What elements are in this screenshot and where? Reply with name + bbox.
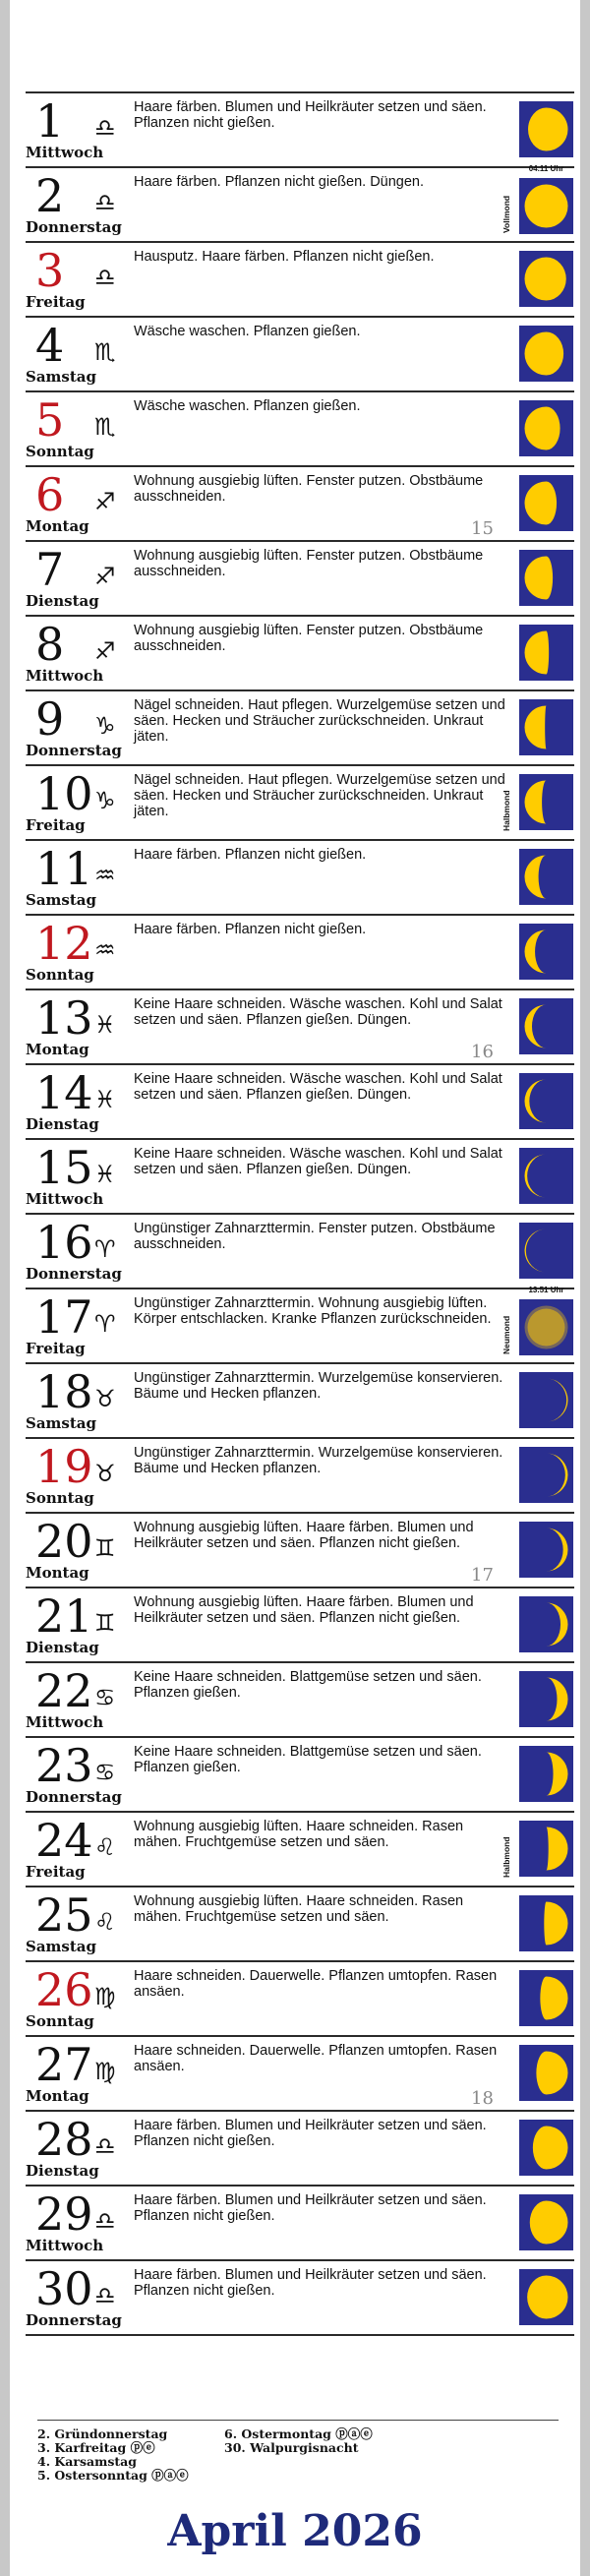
week-number: 15	[471, 518, 494, 539]
day-number: 7	[35, 543, 65, 596]
day-row	[26, 1437, 574, 1512]
day-number: 24	[35, 1814, 93, 1867]
day-row	[26, 764, 574, 839]
day-row	[26, 615, 574, 689]
weekday-label: Sonntag	[26, 1489, 94, 1507]
day-number: 5	[35, 393, 65, 447]
day-row	[26, 1512, 574, 1587]
weekday-label: Samstag	[26, 891, 97, 909]
day-row	[26, 316, 574, 390]
gardening-tip: Haare schneiden. Dauerwelle. Pflanzen umtopfen. Rasen ansäen.	[134, 2043, 498, 2074]
gardening-tip: Ungünstiger Zahnarzttermin. Fenster putzen. Obstbäume ausschneiden.	[134, 1221, 496, 1252]
gardening-tip: Wohnung ausgiebig lüften. Fenster putzen. Obstbäume ausschneiden.	[134, 623, 484, 654]
moon-phase-icon	[519, 774, 573, 830]
moon-phase-label	[496, 774, 515, 833]
weekday-label: Montag	[26, 517, 89, 535]
steinbock-zodiac-icon: ♑	[94, 787, 116, 814]
moon-phase-icon	[519, 550, 573, 606]
moon-phase-icon	[519, 2120, 573, 2176]
holiday-symbol-icon: ⓟⓔ	[130, 2440, 155, 2455]
gardening-tip: Keine Haare schneiden. Wäsche waschen. Kohl und Salat setzen und säen. Pflanzen gießen. Düngen.	[134, 1146, 502, 1177]
day-row	[26, 2185, 574, 2259]
gardening-tip: Nägel schneiden. Haut pflegen. Wurzelgemüse setzen und säen. Hecken und Sträucher zurückschneiden. Unkraut jäten.	[134, 772, 505, 819]
day-row	[26, 689, 574, 764]
widder-zodiac-icon: ♈	[94, 1310, 116, 1338]
loewe-zodiac-icon: ♌	[94, 1908, 116, 1936]
gardening-tip: Hausputz. Haare färben. Pflanzen nicht gießen.	[134, 249, 435, 265]
moon-phase-label	[496, 176, 515, 235]
holiday-item: 2. Gründonnerstag	[37, 2426, 168, 2441]
jungfrau-zodiac-icon: ♍	[94, 1983, 116, 2010]
day-number: 3	[35, 244, 65, 297]
day-row	[26, 1736, 574, 1811]
weekday-label: Sonntag	[26, 443, 94, 460]
moon-phase-icon	[519, 1447, 573, 1503]
widder-zodiac-icon: ♈	[94, 1235, 116, 1263]
weekday-label: Mittwoch	[26, 1190, 104, 1208]
gardening-tip: Wäsche waschen. Pflanzen gießen.	[134, 324, 361, 339]
holiday-item: 3. Karfreitag	[37, 2440, 127, 2455]
gardening-tip: Haare färben. Blumen und Heilkräuter setzen und säen. Pflanzen nicht gießen.	[134, 2118, 487, 2149]
day-row	[26, 390, 574, 465]
waage-zodiac-icon: ♎	[94, 2282, 116, 2309]
moon-phase-icon	[519, 2269, 573, 2325]
moon-phase-icon	[519, 1073, 573, 1129]
loewe-zodiac-icon: ♌	[94, 1833, 116, 1861]
svg-text:Halbmond: Halbmond	[502, 790, 511, 831]
day-row	[26, 1886, 574, 1960]
weekday-label: Donnerstag	[26, 1265, 122, 1283]
wassermann-zodiac-icon: ♒	[94, 862, 116, 889]
day-number: 15	[35, 1141, 93, 1194]
holiday-item: 4. Karsamstag	[37, 2454, 137, 2469]
gardening-tip: Haare färben. Pflanzen nicht gießen.	[134, 922, 367, 937]
weekday-label: Montag	[26, 2087, 89, 2105]
schuetze-zodiac-icon: ♐	[94, 637, 116, 665]
week-number: 16	[471, 1042, 494, 1062]
weekday-label: Dienstag	[26, 1639, 99, 1656]
krebs-zodiac-icon: ♋	[94, 1759, 116, 1786]
day-row	[26, 2035, 574, 2110]
waage-zodiac-icon: ♎	[94, 114, 116, 142]
waage-zodiac-icon: ♎	[94, 2207, 116, 2235]
moon-phase-icon	[519, 1299, 573, 1355]
holiday-item: 6. Ostermontag	[224, 2426, 331, 2441]
moon-phase-icon	[519, 326, 573, 382]
weekday-label: Mittwoch	[26, 1713, 104, 1731]
day-row	[26, 1362, 574, 1437]
moon-phase-icon	[519, 251, 573, 307]
holidays-left-column	[37, 2427, 189, 2483]
weekday-label: Donnerstag	[26, 742, 122, 759]
day-number: 25	[35, 1888, 93, 1942]
moon-phase-icon	[519, 2194, 573, 2250]
stier-zodiac-icon: ♉	[94, 1385, 116, 1412]
holiday-symbol-icon: ⓟⓐⓔ	[335, 2426, 373, 2441]
gardening-tip: Wohnung ausgiebig lüften. Fenster putzen. Obstbäume ausschneiden.	[134, 473, 484, 505]
waage-zodiac-icon: ♎	[94, 264, 116, 291]
weekday-label: Dienstag	[26, 1115, 99, 1133]
day-number: 28	[35, 2113, 93, 2166]
waage-zodiac-icon: ♎	[94, 189, 116, 216]
day-number: 2	[35, 169, 65, 222]
day-row	[26, 839, 574, 914]
day-number: 12	[35, 917, 93, 970]
skorpion-zodiac-icon: ♏	[94, 413, 116, 441]
svg-text:Halbmond: Halbmond	[502, 1836, 511, 1878]
day-number: 21	[35, 1589, 93, 1643]
krebs-zodiac-icon: ♋	[94, 1684, 116, 1711]
svg-text:Vollmond: Vollmond	[502, 195, 511, 233]
moon-phase-icon	[519, 849, 573, 905]
day-number: 29	[35, 2187, 93, 2241]
day-number: 8	[35, 618, 65, 671]
day-number: 19	[35, 1440, 93, 1493]
weekday-label: Freitag	[26, 293, 86, 311]
moon-phase-icon	[519, 475, 573, 531]
month-title: April 2026	[167, 2506, 423, 2556]
weekday-label: Donnerstag	[26, 218, 122, 236]
day-row	[26, 1960, 574, 2035]
day-row	[26, 2110, 574, 2185]
weekday-label: Sonntag	[26, 966, 94, 984]
day-row	[26, 1587, 574, 1661]
day-row	[26, 2259, 574, 2334]
moon-phase-icon	[519, 699, 573, 755]
gardening-tip: Wohnung ausgiebig lüften. Haare schneiden. Rasen mähen. Fruchtgemüse setzen und säen.	[134, 1819, 464, 1850]
gardening-tip: Haare schneiden. Dauerwelle. Pflanzen umtopfen. Rasen ansäen.	[134, 1968, 498, 2000]
weekday-label: Samstag	[26, 1414, 97, 1432]
day-number: 30	[35, 2262, 93, 2315]
weekday-label: Donnerstag	[26, 1788, 122, 1806]
wassermann-zodiac-icon: ♒	[94, 936, 116, 964]
weekday-label: Mittwoch	[26, 2237, 104, 2254]
day-number: 4	[35, 319, 65, 372]
day-number: 18	[35, 1365, 93, 1418]
fische-zodiac-icon: ♓	[94, 1011, 116, 1039]
day-row	[26, 91, 574, 166]
day-number: 9	[35, 692, 65, 746]
day-number: 27	[35, 2038, 93, 2091]
waage-zodiac-icon: ♎	[94, 2132, 116, 2160]
schuetze-zodiac-icon: ♐	[94, 563, 116, 590]
day-row	[26, 465, 574, 540]
moon-phase-icon	[519, 1970, 573, 2026]
day-row	[26, 1811, 574, 1886]
moon-phase-icon	[519, 1148, 573, 1204]
weekday-label: Dienstag	[26, 592, 99, 610]
jungfrau-zodiac-icon: ♍	[94, 2058, 116, 2085]
zwillinge-zodiac-icon: ♊	[94, 1534, 116, 1562]
weekday-label: Freitag	[26, 1863, 86, 1881]
moon-phase-icon	[519, 1522, 573, 1578]
day-number: 6	[35, 468, 65, 521]
day-row	[26, 1213, 574, 1288]
gardening-tip: Haare färben. Pflanzen nicht gießen. Düngen.	[134, 174, 425, 190]
weekday-label: Dienstag	[26, 2162, 99, 2180]
stier-zodiac-icon: ♉	[94, 1460, 116, 1487]
weekday-label: Mittwoch	[26, 667, 104, 685]
svg-text:Neumond: Neumond	[502, 1315, 511, 1354]
day-number: 17	[35, 1290, 93, 1344]
moon-phase-icon	[519, 1821, 573, 1877]
week-number: 18	[471, 2088, 494, 2109]
gardening-tip: Nägel schneiden. Haut pflegen. Wurzelgemüse setzen und säen. Hecken und Sträucher zurückschneiden. Unkraut jäten.	[134, 697, 505, 745]
moon-phase-icon	[519, 1223, 573, 1279]
gardening-tip: Keine Haare schneiden. Wäsche waschen. Kohl und Salat setzen und säen. Pflanzen gießen. Düngen.	[134, 996, 502, 1028]
gardening-tip: Haare färben. Blumen und Heilkräuter setzen und säen. Pflanzen nicht gießen.	[134, 2267, 487, 2299]
weekday-label: Freitag	[26, 816, 86, 834]
day-number: 26	[35, 1963, 93, 2016]
weekday-label: Donnerstag	[26, 2311, 122, 2329]
gardening-tip: Keine Haare schneiden. Wäsche waschen. Kohl und Salat setzen und säen. Pflanzen gießen. Düngen.	[134, 1071, 502, 1103]
gardening-tip: Ungünstiger Zahnarzttermin. Wurzelgemüse konservieren. Bäume und Hecken pflanzen.	[134, 1445, 503, 1476]
weekday-label: Samstag	[26, 1938, 97, 1955]
calendar-page	[10, 0, 580, 2576]
moon-phase-label	[496, 1821, 515, 1880]
gardening-tip: Keine Haare schneiden. Blattgemüse setzen und säen. Pflanzen gießen.	[134, 1669, 482, 1701]
gardening-tip: Ungünstiger Zahnarzttermin. Wohnung ausgiebig lüften. Körper entschlacken. Kranke Pflanzen zurückschneiden.	[134, 1295, 492, 1327]
gardening-tip: Haare färben. Blumen und Heilkräuter setzen und säen. Pflanzen nicht gießen.	[134, 2192, 487, 2224]
day-number: 14	[35, 1066, 93, 1119]
day-row	[26, 988, 574, 1063]
gardening-tip: Haare färben. Pflanzen nicht gießen.	[134, 847, 367, 863]
steinbock-zodiac-icon: ♑	[94, 712, 116, 740]
day-row	[26, 914, 574, 988]
day-row	[26, 1063, 574, 1138]
holiday-item: 5. Ostersonntag	[37, 2468, 148, 2483]
weekday-label: Montag	[26, 1041, 89, 1058]
moon-phase-icon	[519, 1746, 573, 1802]
day-row	[26, 1138, 574, 1213]
gardening-tip: Wohnung ausgiebig lüften. Fenster putzen. Obstbäume ausschneiden.	[134, 548, 484, 579]
day-number: 13	[35, 991, 93, 1045]
moon-phase-icon	[519, 1372, 573, 1428]
weekday-label: Montag	[26, 1564, 89, 1582]
moon-phase-icon	[519, 1596, 573, 1652]
skorpion-zodiac-icon: ♏	[94, 338, 116, 366]
day-number: 20	[35, 1515, 93, 1568]
fische-zodiac-icon: ♓	[94, 1086, 116, 1113]
day-number: 1	[35, 94, 65, 148]
moon-phase-time: 04.11 Uhr	[528, 164, 564, 173]
moon-phase-icon	[519, 2045, 573, 2101]
moon-phase-label	[496, 1297, 515, 1356]
zwillinge-zodiac-icon: ♊	[94, 1609, 116, 1637]
gardening-tip: Haare färben. Blumen und Heilkräuter setzen und säen. Pflanzen nicht gießen.	[134, 99, 487, 131]
schuetze-zodiac-icon: ♐	[94, 488, 116, 515]
moon-phase-icon	[519, 400, 573, 456]
day-number: 22	[35, 1664, 93, 1717]
footer-divider	[37, 2420, 559, 2421]
holiday-item: 30. Walpurgisnacht	[224, 2440, 359, 2455]
moon-phase-icon	[519, 1671, 573, 1727]
day-number: 11	[35, 842, 93, 895]
weekday-label: Samstag	[26, 368, 97, 386]
gardening-tip: Wohnung ausgiebig lüften. Haare schneiden. Rasen mähen. Fruchtgemüse setzen und säen.	[134, 1893, 464, 1925]
day-row	[26, 241, 574, 316]
weekday-label: Sonntag	[26, 2012, 94, 2030]
moon-phase-icon	[519, 101, 573, 157]
day-row	[26, 166, 574, 241]
week-number: 17	[471, 1565, 494, 1586]
day-row	[26, 1288, 574, 1362]
day-number: 16	[35, 1216, 93, 1269]
gardening-tip: Wohnung ausgiebig lüften. Haare färben. Blumen und Heilkräuter setzen und säen. Pflanzen nicht gießen.	[134, 1594, 474, 1626]
gardening-tip: Wohnung ausgiebig lüften. Haare färben. Blumen und Heilkräuter setzen und säen. Pflanzen nicht gießen.	[134, 1520, 474, 1551]
holiday-footer	[37, 2420, 568, 2483]
day-number: 10	[35, 767, 93, 820]
moon-phase-time: 13.51 Uhr	[528, 1286, 564, 1294]
gardening-tip: Wäsche waschen. Pflanzen gießen.	[134, 398, 361, 414]
gardening-tip: Ungünstiger Zahnarzttermin. Wurzelgemüse konservieren. Bäume und Hecken pflanzen.	[134, 1370, 503, 1402]
moon-phase-icon	[519, 1895, 573, 1951]
moon-phase-icon	[519, 998, 573, 1054]
fische-zodiac-icon: ♓	[94, 1161, 116, 1188]
gardening-tip: Keine Haare schneiden. Blattgemüse setzen und säen. Pflanzen gießen.	[134, 1744, 482, 1775]
moon-phase-icon	[519, 178, 573, 234]
row-divider	[26, 2334, 574, 2336]
weekday-label: Mittwoch	[26, 144, 104, 161]
holidays-right-column	[224, 2427, 373, 2455]
holiday-symbol-icon: ⓟⓐⓔ	[151, 2468, 189, 2483]
day-row	[26, 540, 574, 615]
moon-phase-icon	[519, 625, 573, 681]
day-number: 23	[35, 1739, 93, 1792]
day-row	[26, 1661, 574, 1736]
weekday-label: Freitag	[26, 1340, 86, 1357]
moon-phase-icon	[519, 924, 573, 980]
